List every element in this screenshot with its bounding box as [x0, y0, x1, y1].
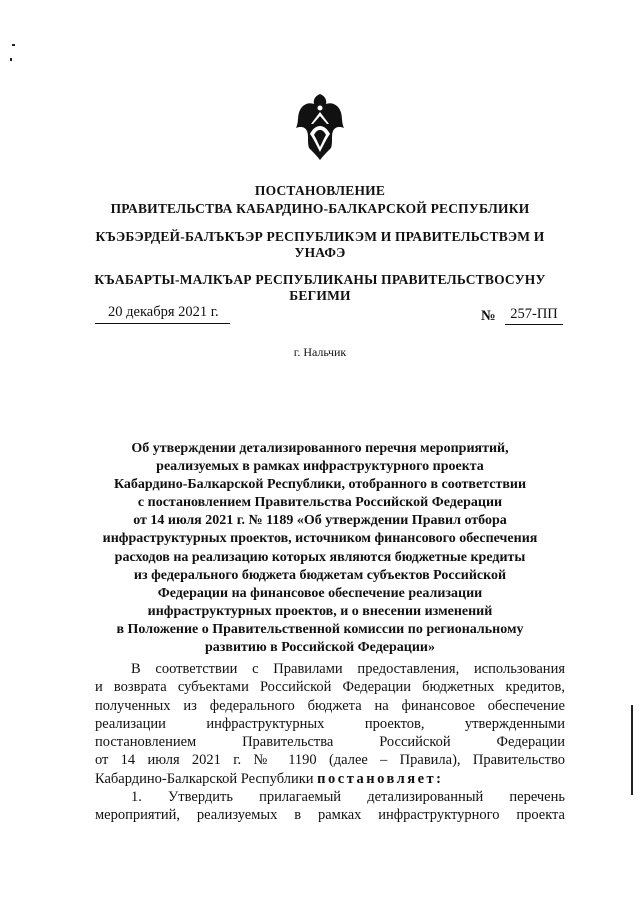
document-title [90, 440, 550, 657]
title-line: от 14 июля 2021 г. № 1189 «Об утверждении Правил отбора [133, 513, 507, 529]
title-line: с постановлением Правительства Российской Федерации [137, 495, 503, 511]
body-line: реализации инфраструктурных проектов, утвержденными [95, 715, 565, 732]
number-underline [505, 324, 563, 325]
title-line: в Положение о Правительственной комиссии по региональному [116, 621, 524, 637]
header-krc-line1: КЪАБАРТЫ-МАЛКЪАР РЕСПУБЛИКАНЫ ПРАВИТЕЛЬСТВОСУНУ [94, 272, 546, 287]
number-sign: № [481, 308, 496, 324]
coat-of-arms-emblem [291, 90, 349, 162]
body-line: от 14 июля 2021 г. № 1190 (далее – Правила), Правительство [95, 752, 565, 769]
document-date: 20 декабря 2021 г. [108, 304, 219, 320]
title-line: реализуемых в рамках инфраструктурного проекта [156, 459, 484, 475]
header-ru-line2: ПРАВИТЕЛЬСТВА КАБАРДИНО-БАЛКАРСКОЙ РЕСПУБЛИКИ [110, 201, 530, 216]
body-text: Кабардино-Балкарской Республики [95, 770, 318, 787]
header-kbd-line2: УНАФЭ [294, 245, 346, 260]
scan-edge-line [631, 705, 633, 795]
body-line: В соответствии с Правилами предоставления, использования [131, 661, 565, 677]
document-number: 257-ПП [510, 306, 558, 322]
body-line [95, 770, 565, 788]
resolves-keyword: постановляет: [317, 770, 444, 787]
title-line: Об утверждении детализированного перечня мероприятий, [131, 441, 509, 456]
title-line: развитию в Российской Федерации» [204, 640, 435, 656]
body-line: и возврата субъектами Российской Федерации бюджетных кредитов, [95, 679, 565, 696]
title-line: расходов на реализацию которых являются бюджетные кредиты [114, 549, 526, 565]
scan-speck [12, 44, 15, 46]
header-ru-line1: ПОСТАНОВЛЕНИЕ [254, 183, 386, 198]
scan-speck [10, 58, 12, 61]
body-line: полученных из федерального бюджета на финансовое обеспечение [95, 697, 565, 714]
body-line: 1. Утвердить прилагаемый детализированный перечень [131, 789, 565, 806]
date-underline [95, 323, 230, 324]
body-line: мероприятий, реализуемых в рамках инфраструктурного проекта [95, 807, 565, 824]
header-krc-line2: БЕГИМИ [289, 288, 351, 303]
city: г. Нальчик [293, 345, 347, 359]
title-line: инфраструктурных проектов, и о внесении изменений [147, 603, 493, 619]
title-line: инфраструктурных проектов, источником финансового обеспечения [102, 531, 538, 547]
title-line: из федерального бюджета бюджетам субъектов Российской [133, 567, 507, 583]
title-line: Федерации на финансовое обеспечение реализации [157, 585, 483, 601]
title-line: Кабардино-Балкарской Республики, отобранного в соответствии [113, 477, 527, 493]
header-kbd-line1: КЪЭБЭРДЕЙ-БАЛЪКЪЭР РЕСПУБЛИКЭМ И ПРАВИТЕЛЬСТВЭМ И [95, 229, 545, 244]
document-body [95, 660, 565, 825]
body-line: постановлением Правительства Российской Федерации [95, 734, 565, 751]
